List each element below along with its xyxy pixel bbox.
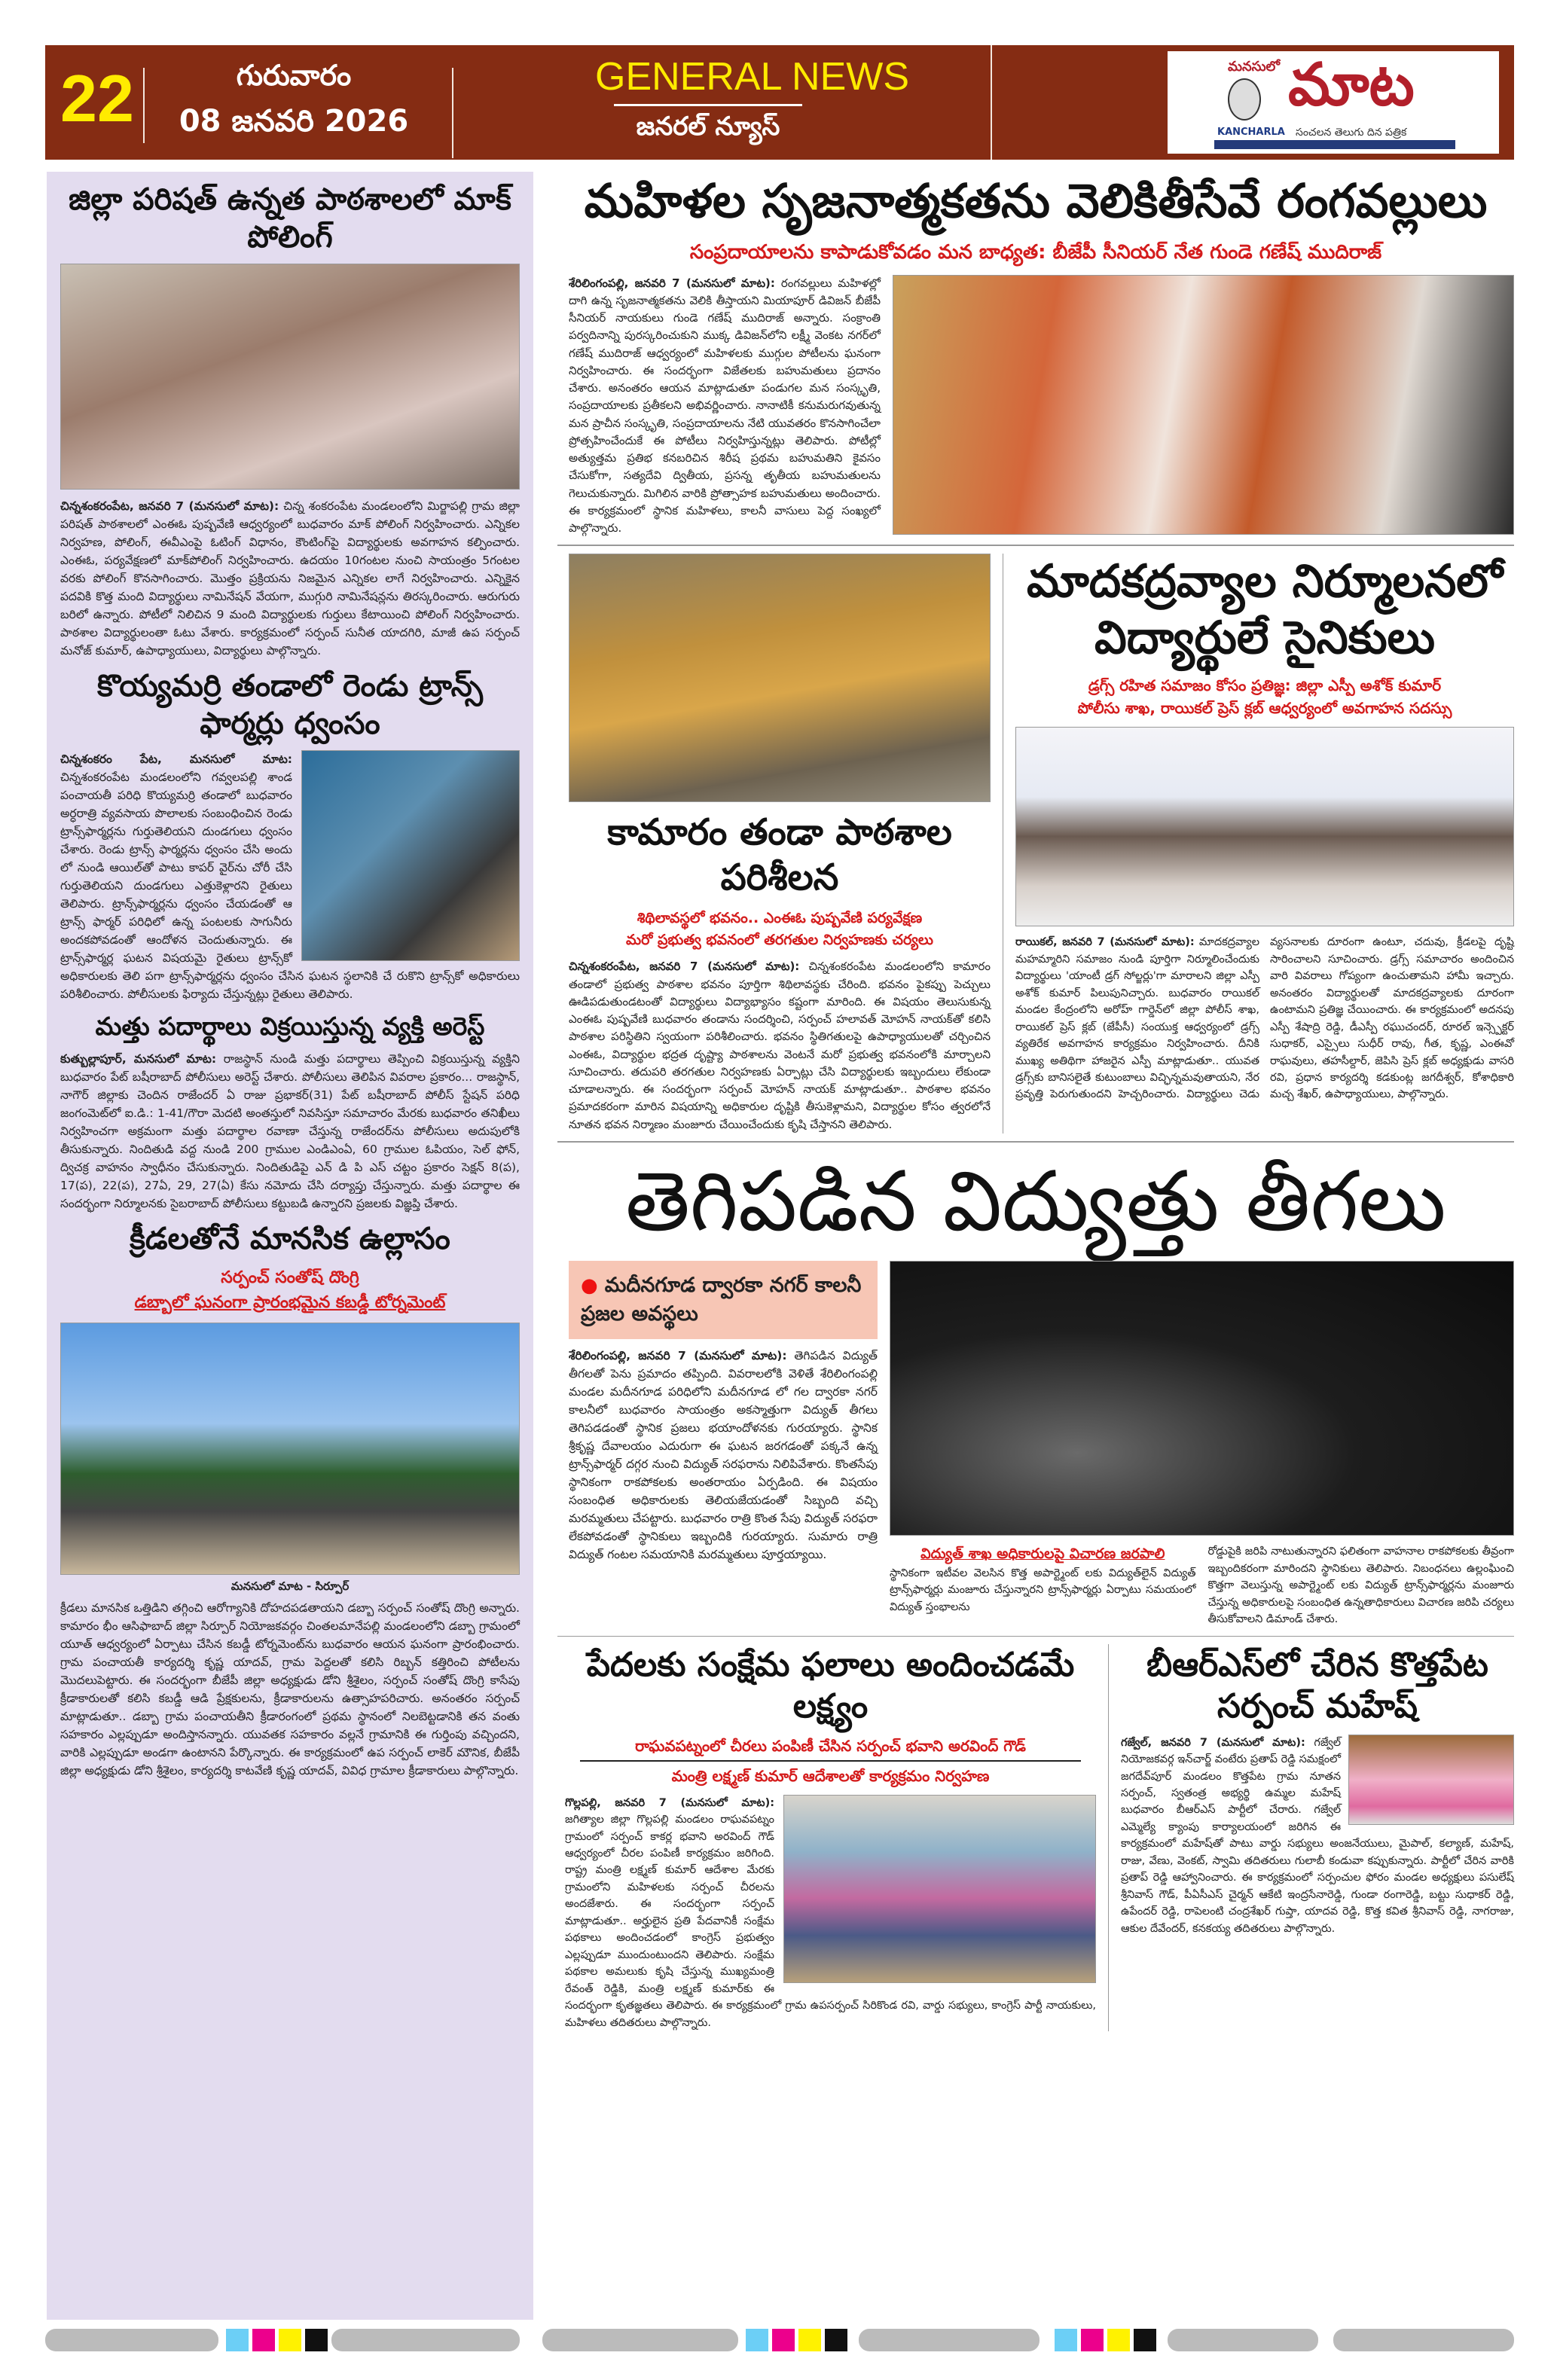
color-swatch [1107, 2329, 1130, 2351]
headline-brs: బీఆర్ఎస్‌లో చేరిన కొత్తపేట సర్పంచ్ మహేష్ [1146, 1645, 1488, 1726]
article-body: రంగవల్లులు మహిళల్లో దాగి ఉన్న సృజనాత్మకతను వెలికి తీస్తాయని మియాపూర్ డివిజన్ బీజేపీ సీనియర్ నాయకులు గుండె గణేష్ ముదిరాజ్ అన్నారు. సంక్రాంతి పర్వదినాన్ని పురస్కరించుకుని ముక్క డివిజన్‌లోని లక్ష్మీ వెంకట నగర్‌లో గణేష్ ముదిరాజ్ ఆధ్వర్యంలో మహిళలకు ముగ్గుల పోటీలను ఘనంగా నిర్వహించారు. ఈ సందర్భంగా విజేతలకు బహుమతులు ప్రదానం చేశారు. అనంతరం ఆయన మాట్లాడుతూ పండుగల మన సంస్కృతి, సంప్రదాయాలకు ప్రతీకలని అభివర్ణించారు. నానాటికీ కనుమరుగవుతున్న మన ప్రాచీన సంస్కృతి, సంప్రదాయాలను నేటి యువతరం కొనసాగించేలా ప్రోత్సహించేందుకే ఈ పోటీలు నిర్వహిస్తున్నట్లు తెలిపారు. పోటీల్లో అత్యుత్తమ ప్రతిభ కనబరిచిన శిరీష ప్రథమ బహుమతిని కైవసం చేసుకోగా, సత్యదేవి ద్వితీయ, ప్రసన్న తృతీయ బహుమతులను గెలుచుకున్నారు. మిగిలిన వారికి ప్రోత్సాహక బహుమతులు అందించారు. ఈ కార్యక్రమంలో స్థానిక మహిళలు, కాలనీ వాసులు పెద్ద సంఖ్యలో పాల్గొన్నారు. [569, 276, 881, 535]
article-brs [1121, 1735, 1514, 1938]
subhead: డ్రగ్స్ రహిత సమాజం కోసం ప్రతిజ్ఞ: జిల్లా ఎస్పీ అశోక్ కుమార్ [1088, 676, 1442, 695]
headline-school: కామారం తండా పాఠశాల పరిశీలన [607, 811, 952, 899]
divider [580, 1760, 1081, 1762]
headline-drugs: మాదకద్రవ్యాల నిర్మూలనలో విద్యార్థులే సైనికులు [1027, 555, 1503, 665]
article-body: మాదకద్రవ్యాల మహమ్మారిని సమాజం నుండి పూర్తిగా నిర్మూలించేందుకు విద్యార్థులు 'యాంటీ డ్రగ్ సోల్జర్లు'గా మారాలని జిల్లా ఎస్పీ అశోక్ కుమార్ పిలుపునిచ్చారు. బుధవారం రాయికల్ మండల కేంద్రంలోని అరోహ్ గార్డెన్‌లో జిల్లా పోలీస్ శాఖ, రాయికల్ ప్రెస్ క్లబ్ (జేపీసీ) సంయుక్త ఆధ్వర్యంలో డ్రగ్స్ వ్యతిరేక అవగాహన కార్యక్రమం నిర్వహించారు. దీనికి ముఖ్య అతిథిగా హాజరైన ఎస్పీ మాట్లాడుతూ.. యువత డ్రగ్స్‌కు బానిసలైతే కుటుంబాలు విచ్ఛిన్నమవుతాయని, నేర ప్రవృత్తి పెరుగుతుందని హెచ్చరించారు. విద్యార్థులు చెడు వ్యసనాలకు దూరంగా ఉంటూ, చదువు, క్రీడలపై దృష్టి సారించాలని సూచించారు. డ్రగ్స్ సమాచారం అందించిన వారి వివరాలు గోప్యంగా ఉంచుతామని హామీ ఇచ్చారు. అనంతరం విద్యార్థులతో మాదకద్రవ్యాలకు దూరంగా ఉంటామని ప్రతిజ్ఞ చేయించారు. ఈ కార్యక్రమంలో అదనపు ఎస్పీ శేషాద్రి రెడ్డి, డీఎస్పీ రఘుచందర్, రూరల్ ఇన్స్పెక్టర్ సుధాకర్, ఎస్సైలు సుధీర్ రావు, గీత, కృష్ణ, ఎంఈవో రాఘవులు, తహసీల్దార్, జెపిసి ప్రెస్ క్లబ్ అధ్యక్షుడు వాసరి రవి, ప్రధాన కార్యదర్శి కడకుంట్ల జగదీశ్వర్, కోశాధికారి మచ్చ శేఖర్, ఉపాధ్యాయులు, పాల్గొన్నారు. [1015, 936, 1514, 1101]
headline-power-lines: తెగిపడిన విద్యుత్తు తీగలు [625, 1152, 1446, 1250]
date: 08 జనవరి 2026 [179, 104, 409, 139]
photo-brs-joining [1348, 1735, 1514, 1825]
photo-saree-distribution [783, 1795, 1096, 1983]
divider [143, 68, 145, 143]
headline-sports: క్రీడలతోనే మానసిక ఉల్లాసం [130, 1221, 450, 1256]
color-swatch [772, 2329, 795, 2351]
color-swatch [252, 2329, 275, 2351]
dateline: రాయికల్, జనవరి 7 (మనసులో మాట): [1015, 936, 1195, 949]
divider [614, 104, 802, 106]
logo-title: మాట [1288, 51, 1415, 119]
subhead: మంత్రి లక్ష్మణ్ కుమార్ ఆదేశాలతో కార్యక్రమం నిర్వహణ [671, 1766, 990, 1785]
masthead [45, 45, 1514, 160]
highlight-text: మదీనగూడ ద్వారకా నగర్ కాలనీ ప్రజల అవస్థలు [581, 1274, 862, 1326]
logo-bar [1214, 140, 1455, 149]
divider [557, 545, 1514, 546]
print-registration-bar [331, 2329, 520, 2351]
subhead: పోలీసు శాఖ, రాయికల్ ప్రెస్ క్లబ్ ఆధ్వర్యంలో అవగాహన సదస్సు [1077, 699, 1452, 718]
day: గురువారం [236, 59, 352, 92]
left-column [47, 172, 533, 2320]
article-drugs [1015, 934, 1514, 1103]
article-power-cont: రోడ్డుపైకి జరిపి నాటుతున్నారని ఫలితంగా వాహనాల రాకపోకలకు తీవ్రంగా ఇబ్బందికరంగా మారిందని స్థానికులు తెలిపారు. నిబంధనలు ఉల్లంఘించి కొత్తగా వెలుస్తున్న అపార్ట్మెంట్ లకు విద్యుత్ ట్రాన్స్‌ఫార్మర్లను మంజూరు చేస్తున్న అధికారులపై సంబంధిత ఉన్నతాధికారులు విచారణ జరిపి చర్యలు తీసుకోవాలని డిమాండ్ చేశారు. [1207, 1545, 1514, 1626]
subhead: డబ్బాలో ఘనంగా ప్రారంభమైన కబడ్డీ టోర్నమెంట్ [134, 1292, 446, 1312]
print-registration-bar [1168, 2329, 1318, 2351]
print-registration-bar [1333, 2329, 1514, 2351]
color-swatch [798, 2329, 821, 2351]
divider [557, 1141, 1514, 1143]
subhead: విద్యుత్ శాఖ అధికారులపై విచారణ జరపాలి [920, 1545, 1165, 1563]
headline-welfare: పేదలకు సంక్షేమ ఫలాలు అందించడమే లక్ష్యం [586, 1645, 1075, 1726]
dateline: శేరిలింగంపల్లి, జనవరి 7 (మనసులో మాట): [569, 1348, 787, 1362]
article-body: చిన్న శంకరంపేట మండలంలోని మిర్జాపల్లి గ్రామ జిల్లా పరిషత్ పాఠశాలలో ఎంఈఓ పుష్పవేణి ఆధ్వర్యంలో బుధవారం మాక్ పోలింగ్ నిర్వహించారు. ఎన్నికల నిర్వహణ, పోలింగ్, ఈవీఎంపై ఓటింగ్ విధానం, కౌంటింగ్‌పై విద్యార్థులకు అవగాహన కల్పించారు. ఎంఈఓ, పర్యవేక్షణలో మాక్‌పోలింగ్ నిర్వహించారు. ఉదయం 10గంటల నుంచి సాయంత్రం 5గంటల వరకు పోలింగ్ కొనసాగించారు. మొత్తం ప్రక్రియను నిజమైన ఎన్నికల లాగే నిర్వహించారు. ఎన్నికైన పదవికి కొత్త మంది విద్యార్థులు నామినేషన్ వేయగా, ముగ్గురి నామినేషన్లను తిరస్కరించారు. ఆరుగురు బరిలో ఉన్నారు. పోటీలో నిలిచిన 9 మంది విద్యార్థులకు గుర్తులు కేటాయించి పోలింగ్ నిర్వహించారు. పాఠశాల విద్యార్థులంతా ఓటు వేశారు. కార్యక్రమంలో సర్పంచ్ సునీత యాదగిరి, మాజీ ఉప సర్పంచ్ మనోజ్ కుమార్, ఉపాధ్యాయులు, విద్యార్థులు పాల్గొన్నారు. [60, 499, 521, 658]
section-title-te: జనరల్ న్యూస్ [636, 111, 780, 142]
article-body: జగిత్యాల జిల్లా గొల్లపల్లి మండలం రాఘవపట్నం గ్రామంలో సర్పంచ్ కాకర్ల భవాని అరవింద్ గౌడ్ ఆధ్వర్యంలో చీరల పంపిణీ కార్యక్రమం జరిగింది. రాష్ట్ర మంత్రి లక్ష్మణ్ కుమార్ ఆదేశాల మేరకు గ్రామంలోని మహిళలకు సర్పంచ్ చీరలను అందజేశారు. ఈ సందర్భంగా సర్పంచ్ మాట్లాడుతూ.. అర్హులైన ప్రతి పేదవానికీ సంక్షేమ పథకాలు అందించడంలో కాంగ్రెస్ ప్రభుత్వం ఎల్లప్పుడూ ముందుంటుందని తెలిపారు. సంక్షేమ పథకాల అమలుకు కృషి చేస్తున్న ముఖ్యమంత్రి రేవంత్ రెడ్డికి, మంత్రి లక్ష్మణ్ కుమార్‌కు ఈ సందర్భంగా కృతజ్ఞతలు తెలిపారు. ఈ కార్యక్రమంలో గ్రామ ఉపసర్పంచ్ సిరికొండ రవి, వార్డు సభ్యులు, కాంగ్రెస్ పార్టీ నాయకులు, మహిళలు తదితరులు పాల్గొన్నారు. [565, 1814, 1096, 2029]
logo-tagline: సంచలన తెలుగు దిన పత్రిక [1296, 127, 1407, 139]
photo-night-street [890, 1261, 1514, 1536]
article-body: గజ్వేల్ నియోజకవర్గ ఇన్‌చార్జ్ వంటేరు ప్రతాప్ రెడ్డి సమక్షంలో జగదేవ్‌పూర్ మండలం కొత్తపేట గ్రామ నూతన సర్పంచ్, స్వతంత్ర అభ్యర్థి ఉమ్మల మహేష్ బుధవారం బీఆర్ఎస్ పార్టీలో చేరారు. గజ్వేల్ ఎమ్మెల్యే క్యాంపు కార్యాలయంలో జరిగిన ఈ కార్యక్రమంలో మహేష్‌తో పాటు వార్డు సభ్యులు అంజనేయులు, మైపాల్, కల్యాణ్, మహేష్, రాజు, వేణు, వెంకట్, స్వామి తదితరులు గులాబీ కండువా కప్పుకున్నారు. పార్టీలో చేరిన వారికి ప్రతాప్ రెడ్డి ఆహ్వానించారు. ఈ కార్యక్రమంలో సర్పంచుల ఫోరం మండల అధ్యక్షులు పసులేష్ శ్రీనివాస్ గౌడ్, పీఏసీఎస్ చైర్మన్ ఆకేటి ఇంద్రసేనారెడ్డి, గుండా రంగారెడ్డి, బట్టు సుధాకర్ రెడ్డి, ఉపేందర్ రెడ్డి, రాపెలంటి చంద్రశేఖర్ గుప్తా, యాదవ రెడ్డి, కొత్త కవిత శ్రీనివాస్ రెడ్డి, నాగరాజు, ఆకుల దేవేందర్, కనకయ్య తదితరులు పాల్గొన్నారు. [1121, 1736, 1514, 1935]
newspaper-logo [1168, 51, 1499, 154]
print-registration-bar [45, 2329, 218, 2351]
subhead: రాఘవపట్నంలో చీరలు పంపిణీ చేసిన సర్పంచ్ భవాని అరవింద్ గౌడ్ [635, 1736, 1026, 1755]
logo-brand: KANCHARLA [1217, 127, 1285, 138]
subhead: సంప్రదాయాలను కాపాడుకోవడం మన బాధ్యత: బీజేపీ సీనియర్ నేత గుండె గణేష్ ముదిరాజ్ [689, 240, 1382, 264]
divider [557, 1636, 1514, 1637]
headline-mock-polling: జిల్లా పరిషత్ ఉన్నత పాఠశాలలో మాక్ పోలింగ్ [69, 182, 511, 255]
color-swatch [1055, 2329, 1077, 2351]
dateline: చిన్నశంకరంపేట, జనవరి 7 (మనసులో మాట): [569, 960, 800, 974]
print-registration-bar [859, 2329, 1040, 2351]
divider [991, 45, 992, 160]
main-area [557, 172, 1514, 2031]
photo-drugs-seminar [1015, 727, 1514, 926]
headline-drug-arrest: మత్తు పదార్థాలు విక్రయిస్తున్న వ్యక్తి అరెస్ట్ [95, 1012, 485, 1042]
photo-kabaddi [60, 1323, 520, 1575]
color-swatch [279, 2329, 301, 2351]
article-sports: క్రీడలు మానసిక ఒత్తిడిని తగ్గించి ఆరోగ్యానికి దోహదపడతాయని డబ్బా సర్పంచ్ సంతోష్ దొంగ్రి అన్నారు. కామారం భీం ఆసిఫాబాద్ జిల్లా సిర్పూర్ నియోజకవర్గం చింతలమానేపల్లి మండలంలోని డబ్బా గ్రామంలో యూత్ ఆధ్వర్యంలో ఏర్పాటు చేసిన కబడ్డీ టోర్నమెంట్‌ను బుధవారం ఆయన ఘనంగా ప్రారంభించారు. గ్రామ పంచాయతీ కార్యదర్శి కృష్ణ యాదవ్, గ్రామ పెద్దలతో కలిసి రిబ్బన్ కత్తిరించి పోటీలను మొదలుపెట్టారు. ఈ సందర్భంగా బీజేపీ జిల్లా అధ్యక్షుడు డోని శ్రీశైలం, సర్పంచ్ సంతోష్ దొంగ్రి కాసేపు క్రీడాకారులతో కలిసి కబడ్డీ ఆడి ప్రేక్షకులను, క్రీడాకారులను ఉత్సాహపరిచారు. అనంతరం సర్పంచ్ మాట్లాడుతూ.. డబ్బా గ్రామ పంచాయతీని క్రీడారంగంలో ప్రథమ స్థానంలో నిలబెట్టడానికి తన వంతు సహకారం ఎల్లప్పుడూ అందిస్తానన్నారు. యువతక సహకారం వల్లనే గ్రామానికి ఈ గుర్తింపు వచ్చిందని, వారికి ఎల్లప్పుడూ అండగా ఉంటానని పేర్కొన్నారు. ఈ కార్యక్రమంలో ఉప సర్పంచ్ లాకెర్ మౌనిక, బీజేపీ జిల్లా అధ్యక్షుడు డోని శ్రీశైలం, కార్యదర్శి కాటవేణి కృష్ణ యాదవ్, వివిధ గ్రామాల క్రీడాకారులు పాల్గొన్నారు. [60, 1600, 520, 1777]
page-number: 22 [60, 61, 134, 136]
portrait-icon [1228, 78, 1261, 121]
print-registration-bar [542, 2329, 738, 2351]
color-swatch [226, 2329, 249, 2351]
photo-mock-polling [60, 264, 520, 490]
divider [452, 68, 453, 158]
color-swatch [825, 2329, 847, 2351]
article-drug-arrest [60, 1050, 520, 1213]
dateline: గజ్వేల్, జనవరి 7 (మనసులో మాట): [1121, 1736, 1305, 1749]
color-swatch [1134, 2329, 1156, 2351]
article-school [569, 958, 991, 1134]
dateline: గొల్లపల్లి, జనవరి 7 (మనసులో మాట): [565, 1796, 774, 1809]
article-body: చిన్నశంకరంపేట మండలంలోని గవ్వలపల్లి శాండ పంచాయతీ పరిధి కొయ్యమర్రి తండాలో బుధవారం అర్ధరాత్రి వ్యవసాయ పొలాలకు సంబంధించిన రెండు ట్రాన్స్‌ఫార్మర్లను గుర్తుతెలియని దుండగులు ధ్వంసం చేశారు. రెండు ట్రాన్స్ ఫార్మర్లను ధ్వంసం చేసి అందు లో నుండి ఆయిల్‌తో పాటు కాపర్ వైర్‌ను చోరీ చేసి గుర్తుతెలియని దుండగులు ఎత్తుకెళ్లారని రైతులు తెలిపారు. ట్రాన్స్‌ఫార్మర్లను ధ్వంసం చేయడంతో ఆ ట్రాన్స్ ఫార్మర్ పరిధిలో ఉన్న పంటలకు సాగునీరు అందకపోవడంతో ఆందోళన చెందుతున్నారు. ఈ ట్రాన్స్‌ఫార్మర్ల ఘటన విషయమై రైతులు ట్రాన్స్‌కో అధికారులకు తెలి పగా ట్రాన్స్‌ఫార్మర్లను ధ్వంసం చేసిన ఘటన స్థలానికి చే రుకొని ట్రాన్స్‌కో అధికారులు పరిశీలించారు. పోలీసులకు ఫిర్యాదు చేస్తున్నట్లు రైతులు తెలిపారు. [60, 770, 520, 1002]
highlight-box [569, 1261, 878, 1339]
color-swatch [746, 2329, 768, 2351]
dateline: చిన్నశంకరంపేట, జనవరి 7 (మనసులో మాట): [60, 499, 279, 513]
bullet-icon: ● [581, 1274, 605, 1298]
photo-rangoli-prize [893, 275, 1514, 535]
dateline: చిన్నశంకరం పేట, మనసులో మాట: [60, 752, 292, 767]
headline-transformers: కొయ్యమర్రి తండాలో రెండు ట్రాన్స్ ఫార్మర్లు ధ్వంసం [97, 669, 483, 742]
article-rangoli [569, 275, 881, 538]
headline-rangoli: మహిళల సృజనాత్మకతను వెలికితీసేవే రంగవల్లులు [584, 173, 1488, 228]
photo-transformer [301, 750, 520, 961]
article-power [569, 1347, 878, 1564]
article-body: రాజస్థాన్ నుండి మత్తు పదార్థాలు తెప్పించి విక్రయిస్తున్న వ్యక్తిని బుధవారం పేట్ బషీరాబాద్ పోలీసులు అరెస్ట్ చేశారు. పోలీసులు తెలిపిన వివరాల ప్రకారం... రాజస్థాన్, నాగౌర్ జిల్లాకు చెందిన రాజేందర్ ఏ రాజు ప్రభాకర్(31) పేట్ బషీరాబాద్ పోలీస్ స్టేషన్ పరిధి జంగంమెట్‌లో ఐ.డి.: 1-41/గౌరా మెదటి అంతస్తులో నివసిస్తూ సమాచారం మేరకు బుధవారం తనిఖీలు నిర్వహించగా అక్రమంగా మత్తు పదార్థాల రవాణా చేస్తున్న రాజేందర్‌ను పోలీసులు అదుపులోకి తీసుకున్నారు. నిందితుడి వద్ద నుండి 200 గ్రాముల ఎండిఎంఏ, 60 గ్రాముల ఓపియం, సెల్ ఫోన్, ద్విచక్ర వాహనం స్వాధీనం చేసుకున్నారు. నిందితుడిపై ఎన్ డి పి ఎస్ చట్టం ప్రకారం సెక్షన్ 8(ప), 17(ప), 22(ప), 27ఏ, 29, 27(ఏ) కేసు నమోదు చేసి దర్యాప్తు చేస్తున్నారు. మత్తు పదార్థాల ఈ సందర్భంగా నిర్మూలనకు సైబరాబాద్ పోలీసులు కట్టుబడి ఉన్నారని ప్రజలకు విజ్ఞప్తి చేశారు. [60, 1051, 520, 1210]
subhead: మరో ప్రభుత్వ భవనంలో తరగతుల నిర్వహణకు చర్యలు [626, 931, 933, 948]
photo-school [569, 554, 991, 802]
dateline: శేరిలింగంపల్లి, జనవరి 7 (మనసులో మాట): [569, 276, 775, 290]
subhead: శిథిలావస్థలో భవనం.. ఎంఈఓ పుష్పవేణి పర్యవేక్షణ [637, 910, 923, 927]
photo-caption: మనసులో మాట - సిర్పూర్ [230, 1579, 350, 1593]
article-transformers [60, 750, 520, 1003]
logo-prefix: మనసులో [1228, 59, 1281, 75]
article-body: తెగిపడిన విద్యుత్ తీగలతో పెను ప్రమాదం తప్పింది. వివరాలలోకి వెళితే శేరిలింగంపల్లి మండల మదీనగూడ పరిధిలోని మదీనగూడ లో గల ద్వారకా నగర్ కాలనీలో బుధవారం సాయంత్రం అకస్మాత్తుగా విద్యుత్ తీగలు తెగిపడడంతో స్థానిక ప్రజలు భయాందోళనకు గురయ్యారు. స్థానిక శ్రీకృష్ణ దేవాలయం ఎదురుగా ఈ ఘటన జరగడంతో పక్కనే ఉన్న ట్రాన్స్‌ఫార్మర్ దగ్గర నుంచి విద్యుత్ సరఫరాను నిలిపివేశారు. కొంతసేపు స్థానికంగా రాకపోకలకు అంతరాయం ఏర్పడింది. ఈ విషయం సంబంధిత అధికారులకు తెలియజేయడంతో సిబ్బంది వచ్చి మరమ్మతులు చేపట్టారు. బుధవారం రాత్రి కొంత సేపు విద్యుత్ సరఫరా లేకపోవడంతో స్థానికులు ఇబ్బందికి గురయ్యారు. సుమారు రాత్రి విద్యుత్ గంటల సమయానికి మరమ్మతులు పూర్తయ్యాయి. [569, 1348, 878, 1562]
color-swatch [1081, 2329, 1104, 2351]
color-swatch [305, 2329, 328, 2351]
section-title-en: GENERAL NEWS [595, 55, 910, 99]
article-mock-polling [60, 497, 520, 660]
divider [1108, 1644, 1109, 2032]
dateline: కుత్బుల్లాపూర్, మనసులో మాట: [60, 1051, 217, 1066]
article-body: చిన్నశంకరంపేట మండలంలోని కామారం తండాలో ప్రభుత్వ పాఠశాల భవనం పూర్తిగా శిథిలావస్థకు చేరింది. భవనం పైకప్పు పెచ్చులు ఊడిపడుతుండటంతో విద్యార్థులు విద్యాభ్యాసం కష్టంగా మారింది. ఈ విషయం తెలుసుకున్న ఎంఈఓ పుష్పవేణి బుధవారం తండాను సందర్శించి, సర్పంచ్ హలావత్ మోహన్ నాయక్‌తో కలిసి పాఠశాల పరిస్థితిని స్వయంగా పరిశీలించారు. భవనం స్థితిగతులపై ఉపాధ్యాయులతో చర్చించిన ఎంఈఓ, విద్యార్థుల భద్రత దృష్ట్యా పాఠశాలను వెంటనే మరో ప్రభుత్వ భవనంలోకి మార్చాలని సూచించారు. తదుపరి తరగతుల నిర్వహణకు ఏర్పాట్లు చేసి విద్యార్థులకు ఇబ్బందులు లేకుండా చూడాలన్నారు. ఈ సందర్భంగా సర్పంచ్ మోహన్ నాయక్ మాట్లాడుతూ.. పాఠశాల భవనం ప్రమాదకరంగా మారిన విషయాన్ని అధికారుల దృష్టికి తీసుకెళ్లామని, విద్యార్థుల కోసం త్వరలోనే నూతన భవన నిర్మాణం మంజూరు చేయించేందుకు కృషి చేస్తానని తెలిపారు. [569, 960, 991, 1131]
article-power-cont: స్థానికంగా ఇటీవల వెలసిన కొత్త అపార్ట్మెంట్ లకు విద్యుత్‌లైన్ విద్యుత్ ట్రాన్స్‌ఫార్మర్లు మంజూరు చేస్తున్నారని ట్రాన్స్‌ఫార్మర్లు ఏర్పాటు సమయంలో విద్యుత్ స్తంభాలను [890, 1567, 1196, 1613]
subhead: సర్పంచ్ సంతోష్ దొంగ్రి [221, 1268, 359, 1287]
article-welfare [565, 1795, 1096, 2032]
